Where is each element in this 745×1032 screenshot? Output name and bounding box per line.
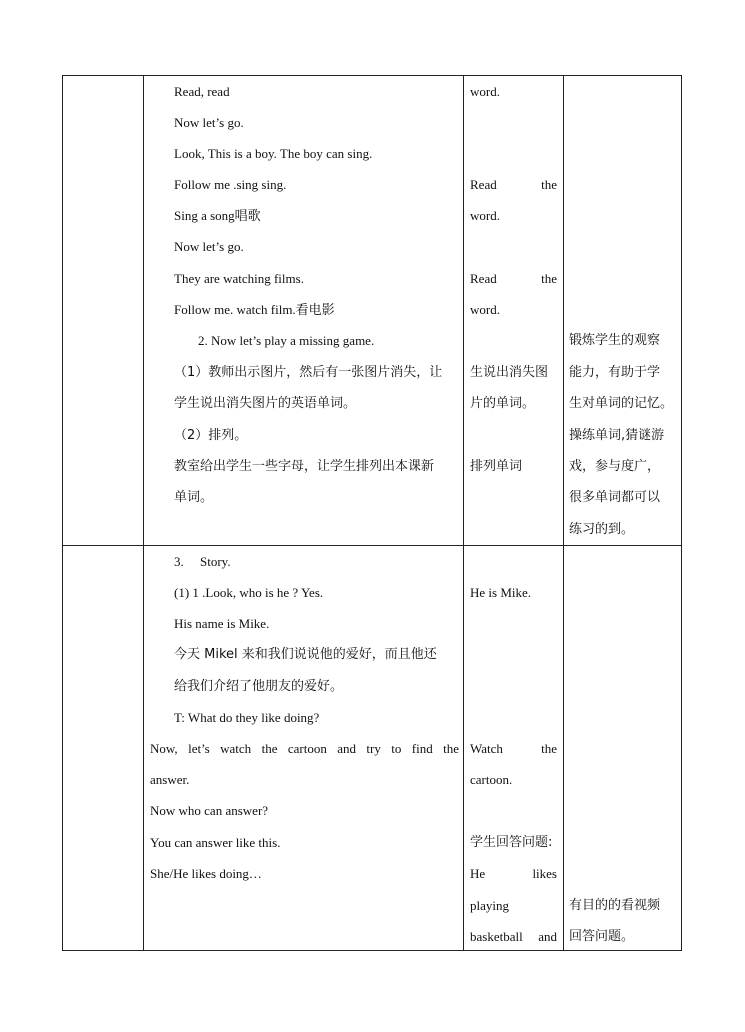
purpose-line: 很多单词都可以 xyxy=(569,490,661,505)
student-line xyxy=(470,177,557,193)
word: Now, xyxy=(150,741,178,756)
process-line xyxy=(174,554,231,570)
word: and xyxy=(337,741,357,756)
student-line xyxy=(470,929,557,945)
student-line: 生说出消失图 xyxy=(470,365,549,380)
word: try xyxy=(366,741,381,756)
student-line: 排列单词 xyxy=(470,459,523,474)
process-line: His name is Mike. xyxy=(174,616,270,631)
purpose-line: 操练单词,猜谜游 xyxy=(569,428,665,443)
process-line: Sing a song唱歌 xyxy=(174,208,261,223)
process-line: Now let’s go. xyxy=(174,239,244,254)
row2-student-cell xyxy=(464,546,563,950)
student-line: playing xyxy=(470,898,509,913)
student-word: and xyxy=(538,929,557,944)
process-line: 教室给出学生一些字母，让学生排列出本课新 xyxy=(174,459,435,474)
row2-process-cell xyxy=(144,546,463,950)
word: the xyxy=(443,741,459,756)
student-word: the xyxy=(541,177,557,192)
purpose-line: 练习的到。 xyxy=(569,522,635,537)
purpose-line: 戏，参与度广， xyxy=(569,459,661,474)
process-line: You can answer like this. xyxy=(150,835,281,850)
process-line: （1）教师出示图片，然后有一张图片消失，让 xyxy=(174,365,443,380)
purpose-line: 回答问题。 xyxy=(569,929,635,944)
word: watch xyxy=(220,741,252,756)
student-word: He xyxy=(470,866,486,881)
lesson-table xyxy=(62,75,682,951)
story-number: 3. xyxy=(174,554,184,569)
process-line: They are watching films. xyxy=(174,271,304,286)
student-word: Watch xyxy=(470,741,503,756)
process-line: Read, read xyxy=(174,84,230,99)
process-line: She/He likes doing… xyxy=(150,866,262,881)
student-line xyxy=(470,271,557,287)
process-line: Follow me .sing sing. xyxy=(174,177,287,192)
process-line: Now let’s go. xyxy=(174,115,244,130)
purpose-line: 能力，有助于学 xyxy=(569,365,661,380)
student-word: basketball xyxy=(470,929,523,944)
student-line xyxy=(470,866,557,882)
student-word: Read xyxy=(470,271,497,286)
process-line: T: What do they like doing? xyxy=(174,710,320,725)
word: find xyxy=(411,741,433,756)
process-line: 给我们介绍了他朋友的爱好。 xyxy=(174,679,344,694)
word: to xyxy=(391,741,402,756)
process-line: answer. xyxy=(150,772,190,787)
process-line: (1) 1 .Look, who is he ? Yes. xyxy=(174,585,324,600)
word: the xyxy=(261,741,278,756)
student-line: word. xyxy=(470,84,500,99)
purpose-line: 生对单词的记忆。 xyxy=(569,396,674,411)
process-line-justified xyxy=(150,741,459,757)
student-line: 学生回答问题: xyxy=(470,835,553,850)
process-line: Look, This is a boy. The boy can sing. xyxy=(174,146,373,161)
process-line: 2. Now let’s play a missing game. xyxy=(198,333,375,348)
student-line: word. xyxy=(470,208,500,223)
word: let’s xyxy=(188,741,210,756)
student-line: word. xyxy=(470,302,500,317)
row1-student-cell xyxy=(464,76,563,545)
row1-process-cell xyxy=(144,76,463,545)
story-title: Story. xyxy=(200,554,231,569)
purpose-line: 锻炼学生的观察 xyxy=(569,333,661,348)
student-line xyxy=(470,741,557,757)
process-line: 学生说出消失图片的英语单词。 xyxy=(174,396,357,411)
row2-purpose-cell xyxy=(564,546,682,950)
process-line: 单词。 xyxy=(174,490,214,505)
process-line: Follow me. watch film.看电影 xyxy=(174,302,335,317)
student-word: the xyxy=(541,271,557,286)
process-line: 今天 Mikel 来和我们说说他的爱好，而且他还 xyxy=(174,647,437,662)
student-line: 片的单词。 xyxy=(470,396,536,411)
purpose-line: 有目的的看视频 xyxy=(569,898,661,913)
student-word: the xyxy=(541,741,557,756)
row1-purpose-cell xyxy=(564,76,682,545)
student-line: He is Mike. xyxy=(470,585,532,600)
process-line: （2）排列。 xyxy=(174,428,248,443)
student-word: likes xyxy=(532,866,557,881)
student-word: Read xyxy=(470,177,497,192)
word: cartoon xyxy=(287,741,327,756)
process-line: Now who can answer? xyxy=(150,803,269,818)
student-line: cartoon. xyxy=(470,772,513,787)
